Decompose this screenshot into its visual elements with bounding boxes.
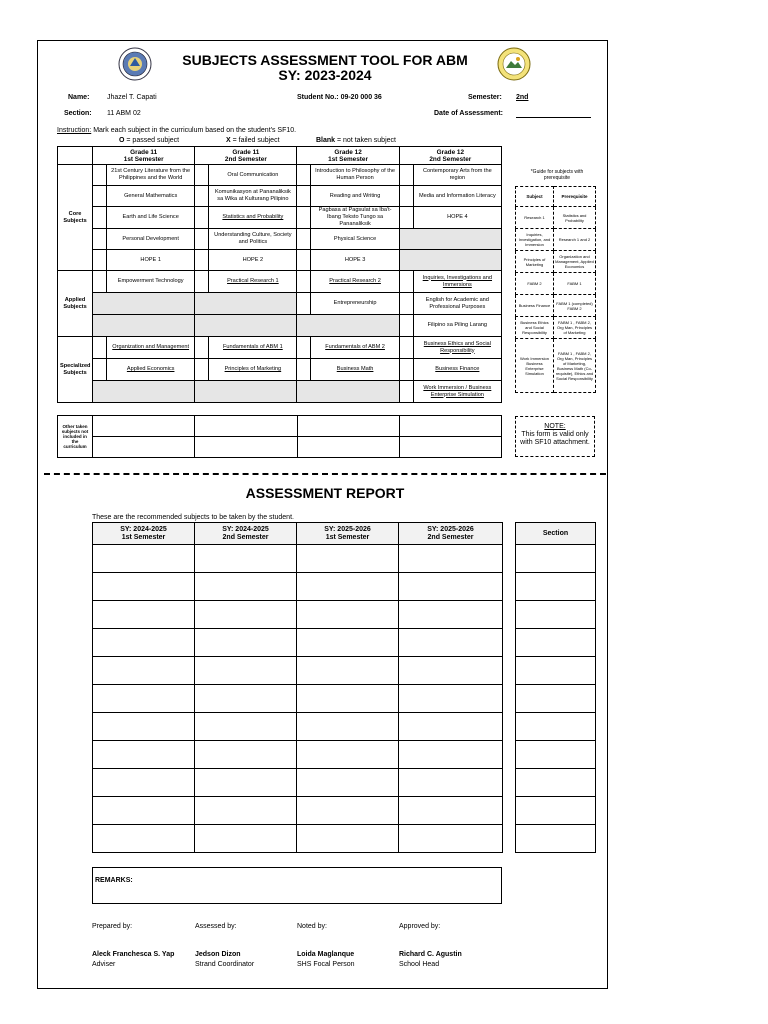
guide-subject: Business Ethics and Social Responsibility — [516, 317, 554, 339]
mark-cell[interactable] — [93, 359, 107, 381]
subject-cell: HOPE 2 — [209, 250, 297, 271]
report-cell[interactable] — [399, 713, 503, 741]
subject-cell: HOPE 3 — [311, 250, 399, 271]
name-value: Jhazel T. Capati — [107, 94, 157, 101]
section-cell[interactable] — [516, 825, 596, 853]
subject-cell: Business Ethics and Social Responsibility — [413, 337, 501, 359]
subject-cell: Business Math — [311, 359, 399, 381]
coordinator-title: Strand Coordinator — [195, 961, 255, 968]
mark-cell[interactable] — [399, 293, 413, 315]
guide-prereq: FABM 1 , FABM 2, Org Man, Principles of Marketing — [554, 317, 596, 339]
subject-cell: Entrepreneurship — [311, 293, 399, 315]
report-cell[interactable] — [297, 713, 399, 741]
focal-person-title: SHS Focal Person — [297, 961, 355, 968]
legend-passed: O = passed subject — [119, 137, 180, 144]
guide-prereq: FABM 1 — [554, 273, 596, 295]
mark-cell[interactable] — [297, 229, 311, 250]
report-cell[interactable] — [297, 685, 399, 713]
page-title: SUBJECTS ASSESSMENT TOOL FOR ABM SY: 2023-2024 — [182, 52, 468, 83]
subject-cell: Introduction to Philosophy of the Human Person — [311, 165, 399, 186]
core-subjects-label: Core Subjects — [58, 165, 93, 271]
subject-cell: Oral Communication — [209, 165, 297, 186]
report-cell[interactable] — [93, 601, 195, 629]
semester-value: 2nd — [516, 94, 529, 101]
mark-cell[interactable] — [93, 186, 107, 207]
school-head-name: Richard C. Agustin — [399, 951, 462, 958]
section-cell[interactable] — [516, 657, 596, 685]
subject-cell: Contemporary Arts from the region — [413, 165, 501, 186]
report-cell[interactable] — [399, 545, 503, 573]
note-text: This form is valid only with SF10 attachment. — [520, 431, 590, 446]
mark-cell[interactable] — [399, 165, 413, 186]
report-col-2: SY: 2024-2025 2nd Semester — [195, 523, 297, 545]
school-head-title: School Head — [399, 961, 440, 968]
mark-cell[interactable] — [297, 271, 311, 293]
subject-cell: HOPE 4 — [413, 207, 501, 229]
report-cell[interactable] — [399, 797, 503, 825]
section-cell[interactable] — [516, 573, 596, 601]
guide-subject: Research 1 — [516, 207, 554, 229]
other-cell[interactable] — [195, 437, 297, 458]
guide-caption: *Guide for subjects with prerequisite — [530, 169, 584, 181]
subject-cell: Business Finance — [413, 359, 501, 381]
report-cell[interactable] — [399, 629, 503, 657]
subject-cell: Organization and Management — [107, 337, 195, 359]
report-cell[interactable] — [297, 825, 399, 853]
semester-label: Semester: — [468, 94, 502, 101]
subject-cell: Physical Science — [311, 229, 399, 250]
legend-failed: X = failed subject — [226, 137, 280, 144]
mark-cell[interactable] — [93, 229, 107, 250]
mark-cell[interactable] — [93, 207, 107, 229]
mark-cell[interactable] — [399, 207, 413, 229]
report-cell[interactable] — [93, 769, 195, 797]
section-value: 11 ABM 02 — [107, 110, 141, 117]
other-subjects-label: Other taken subjects not included in the curriculum — [58, 416, 93, 458]
empty-cell — [93, 381, 195, 403]
empty-cell — [195, 293, 297, 315]
student-no-label: Student No.: 09-20 000 36 — [297, 94, 382, 101]
guide-prereq-header: Prerequisite — [554, 187, 596, 207]
instruction: Instruction: Mark each subject in the curriculum based on the student's SF10. — [57, 127, 297, 134]
mark-cell[interactable] — [297, 293, 311, 315]
subject-cell: Media and Information Literacy — [413, 186, 501, 207]
guide-prereq: Research 1 and 2 — [554, 229, 596, 251]
report-cell[interactable] — [93, 573, 195, 601]
report-cell[interactable] — [399, 825, 503, 853]
guide-prereq: Statistics and Probability — [554, 207, 596, 229]
empty-cell — [297, 315, 399, 337]
guide-prereq: Organization and Management, Applied Economics — [554, 251, 596, 273]
report-cell[interactable] — [93, 825, 195, 853]
subject-cell: Personal Development — [107, 229, 195, 250]
specialized-subjects-label: Specialized Subjects — [58, 337, 93, 403]
report-cell[interactable] — [195, 713, 297, 741]
subject-cell: Principles of Marketing — [209, 359, 297, 381]
subject-cell: Komunikasyon at Pananaliksik sa Wika at Kulturang Pilipino — [209, 186, 297, 207]
report-cell[interactable] — [297, 769, 399, 797]
section-label: Section: — [64, 110, 92, 117]
section-cell[interactable] — [516, 713, 596, 741]
report-cell[interactable] — [195, 573, 297, 601]
mark-cell[interactable] — [93, 337, 107, 359]
report-cell[interactable] — [297, 657, 399, 685]
name-label: Name: — [68, 94, 90, 101]
subject-cell: Pagbasa at Pagsulat sa Iba't-Ibang Teksto Tungo sa Pananaliksik — [311, 207, 399, 229]
mark-cell[interactable] — [195, 337, 209, 359]
mark-cell[interactable] — [399, 315, 413, 337]
note-title: NOTE: — [544, 423, 566, 430]
mark-cell[interactable] — [195, 165, 209, 186]
report-cell[interactable] — [297, 629, 399, 657]
report-cell[interactable] — [93, 629, 195, 657]
other-cell[interactable] — [93, 416, 195, 437]
report-cell[interactable] — [195, 601, 297, 629]
date-label: Date of Assessment: — [434, 110, 503, 117]
applied-subjects-label: Applied Subjects — [58, 271, 93, 337]
mark-cell[interactable] — [297, 359, 311, 381]
report-cell[interactable] — [399, 573, 503, 601]
subject-cell: Earth and Life Science — [107, 207, 195, 229]
guide-subject-header: Subject — [516, 187, 554, 207]
report-cell[interactable] — [195, 741, 297, 769]
report-cell[interactable] — [195, 825, 297, 853]
report-cell[interactable] — [195, 629, 297, 657]
other-cell[interactable] — [297, 437, 399, 458]
other-cell[interactable] — [297, 416, 399, 437]
report-cell[interactable] — [399, 657, 503, 685]
mark-cell[interactable] — [195, 207, 209, 229]
empty-cell — [399, 250, 501, 271]
section-cell[interactable] — [516, 685, 596, 713]
guide-subject: Inquiries, Investigation, and Immersion — [516, 229, 554, 251]
header-g12-s2: Grade 12 2nd Semester — [399, 147, 501, 165]
report-title: ASSESSMENT REPORT — [245, 485, 405, 501]
header-g12-s1: Grade 12 1st Semester — [297, 147, 399, 165]
report-intro: These are the recommended subjects to be taken by the student. — [92, 514, 294, 521]
other-cell[interactable] — [93, 437, 195, 458]
report-cell[interactable] — [297, 545, 399, 573]
section-cell[interactable] — [516, 769, 596, 797]
report-col-4: SY: 2025-2026 2nd Semester — [399, 523, 503, 545]
header-g11-s2: Grade 11 2nd Semester — [195, 147, 297, 165]
subject-cell: Practical Research 2 — [311, 271, 399, 293]
subject-cell: Practical Research 1 — [209, 271, 297, 293]
report-cell[interactable] — [399, 741, 503, 769]
date-field[interactable] — [516, 117, 591, 118]
subject-cell: English for Academic and Professional Purposes — [413, 293, 501, 315]
other-subjects-table — [57, 415, 502, 458]
section-table — [515, 522, 596, 853]
other-cell[interactable] — [399, 416, 501, 437]
prerequisite-guide-table — [515, 186, 596, 393]
guide-prereq: FABM 1 , FABM 2, Org Man, Principles of Marketing, Business Math (Co-requisite), Ethics and Social Responsibility — [554, 339, 596, 393]
subject-cell: Understanding Culture, Society and Politics — [209, 229, 297, 250]
prepared-by-label: Prepared by: — [92, 923, 133, 930]
report-cell[interactable] — [297, 797, 399, 825]
empty-cell — [399, 229, 501, 250]
header-g11-s1: Grade 11 1st Semester — [93, 147, 195, 165]
subject-cell: Reading and Writing — [311, 186, 399, 207]
cut-line — [44, 473, 606, 475]
mark-cell[interactable] — [399, 337, 413, 359]
section-header: Section — [516, 523, 596, 545]
report-cell[interactable] — [399, 601, 503, 629]
mark-cell[interactable] — [195, 229, 209, 250]
subject-cell: HOPE 1 — [107, 250, 195, 271]
remarks-box[interactable] — [92, 867, 502, 904]
guide-subject: Work Immersion Business Enterprise Simulation — [516, 339, 554, 393]
empty-cell — [195, 315, 297, 337]
subject-cell: 21st Century Literature from the Philippines and the World — [107, 165, 195, 186]
mark-cell[interactable] — [195, 250, 209, 271]
section-cell[interactable] — [516, 797, 596, 825]
mark-cell[interactable] — [297, 165, 311, 186]
mark-cell[interactable] — [399, 381, 413, 403]
note-box — [515, 416, 595, 457]
empty-cell — [93, 315, 195, 337]
mark-cell[interactable] — [297, 207, 311, 229]
section-cell[interactable] — [516, 629, 596, 657]
section-cell[interactable] — [516, 545, 596, 573]
noted-by-label: Noted by: — [297, 923, 327, 930]
adviser-name: Aleck Franchesca S. Yap — [92, 951, 175, 958]
mark-cell[interactable] — [195, 359, 209, 381]
assessed-by-label: Assessed by: — [195, 923, 237, 930]
mark-cell[interactable] — [93, 250, 107, 271]
empty-cell — [93, 293, 195, 315]
guide-subject: FABM 2 — [516, 273, 554, 295]
mark-cell[interactable] — [399, 359, 413, 381]
mark-cell[interactable] — [297, 186, 311, 207]
approved-by-label: Approved by: — [399, 923, 441, 930]
subject-cell: Inquiries, Investigations and Immersions — [413, 271, 501, 293]
report-cell[interactable] — [297, 573, 399, 601]
coordinator-name: Jedson Dizon — [195, 951, 241, 958]
subject-cell: Empowerment Technology — [107, 271, 195, 293]
adviser-title: Adviser — [92, 961, 116, 968]
subject-cell: Fundamentals of ABM 1 — [209, 337, 297, 359]
mark-cell[interactable] — [195, 271, 209, 293]
mark-cell[interactable] — [399, 271, 413, 293]
legend-blank: Blank = not taken subject — [316, 137, 396, 144]
subject-cell: Statistics and Probability — [209, 207, 297, 229]
subject-cell: Applied Economics — [107, 359, 195, 381]
report-cell[interactable] — [399, 769, 503, 797]
report-col-1: SY: 2024-2025 1st Semester — [93, 523, 195, 545]
guide-prereq: FABM 1 (completed) FABM 2 — [554, 295, 596, 317]
mark-cell[interactable] — [297, 250, 311, 271]
report-cell[interactable] — [195, 769, 297, 797]
report-cell[interactable] — [93, 657, 195, 685]
empty-cell — [195, 381, 297, 403]
mark-cell[interactable] — [399, 186, 413, 207]
guide-subject: Business Finance — [516, 295, 554, 317]
subject-cell: Work Immersion / Business Enterprise Simulation — [413, 381, 501, 403]
curriculum-table — [57, 146, 502, 403]
mark-cell[interactable] — [297, 337, 311, 359]
report-col-3: SY: 2025-2026 1st Semester — [297, 523, 399, 545]
section-cell[interactable] — [516, 741, 596, 769]
report-cell[interactable] — [93, 545, 195, 573]
guide-subject: Principles of Marketing — [516, 251, 554, 273]
report-cell[interactable] — [297, 601, 399, 629]
report-cell[interactable] — [195, 545, 297, 573]
report-cell[interactable] — [93, 713, 195, 741]
focal-person-name: Loida Maglanque — [297, 951, 355, 958]
report-cell[interactable] — [399, 685, 503, 713]
mark-cell[interactable] — [195, 186, 209, 207]
recommended-subjects-table — [92, 522, 503, 853]
deped-seal-icon — [118, 47, 152, 81]
subject-cell: Fundamentals of ABM 2 — [311, 337, 399, 359]
report-cell[interactable] — [195, 657, 297, 685]
blank-header — [58, 147, 93, 165]
report-cell[interactable] — [93, 685, 195, 713]
remarks-label: REMARKS: — [95, 877, 133, 884]
report-cell[interactable] — [93, 741, 195, 769]
mark-cell[interactable] — [93, 165, 107, 186]
school-seal-icon — [497, 47, 531, 81]
section-cell[interactable] — [516, 601, 596, 629]
mark-cell[interactable] — [93, 271, 107, 293]
report-cell[interactable] — [297, 741, 399, 769]
subject-cell: Filipino sa Piling Larang — [413, 315, 501, 337]
report-cell[interactable] — [195, 797, 297, 825]
subject-cell: General Mathematics — [107, 186, 195, 207]
empty-cell — [297, 381, 399, 403]
report-cell[interactable] — [93, 797, 195, 825]
report-cell[interactable] — [195, 685, 297, 713]
other-cell[interactable] — [195, 416, 297, 437]
other-cell[interactable] — [399, 437, 501, 458]
